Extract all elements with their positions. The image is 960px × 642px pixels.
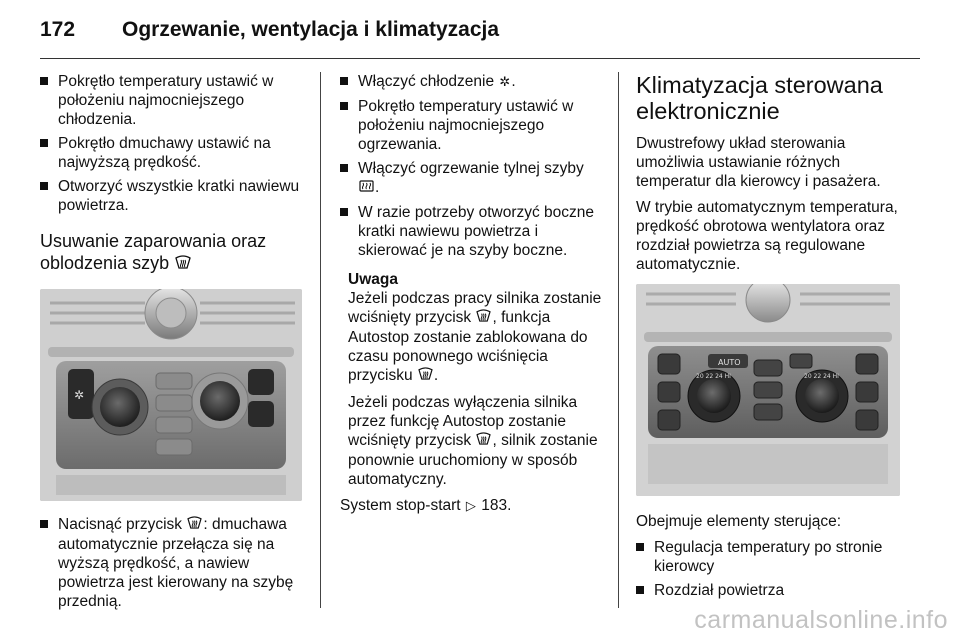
bullet-list — [340, 72, 602, 260]
dial-scale-label: 20 22 24 HI — [804, 373, 839, 380]
list-item: Rozdział powietrza — [636, 581, 906, 600]
paragraph: Dwustrefowy układ sterowania umożliwia ustawianie różnych temperatur dla kierowcy i pasażera. — [636, 135, 881, 190]
chapter-title: Ogrzewanie, wentylacja i klimatyzacja — [122, 18, 500, 41]
list-item: Włączyć chłodzenie ✲. — [340, 72, 602, 92]
windscreen-defrost-icon — [175, 255, 191, 277]
climate-panel-photo-electronic — [636, 284, 900, 496]
column-2 — [340, 72, 602, 523]
bullet-list — [636, 538, 906, 600]
page-header — [40, 8, 920, 54]
list-item: Regulacja temperatury po stronie kierowcy — [636, 538, 906, 576]
rear-window-heating-icon — [359, 179, 374, 198]
page-reference-triangle-icon: ▷ — [465, 499, 476, 514]
list-item: Nacisnąć przycisk : dmuchawa automatycznie przełącza się na wyższą prędkość, a nawiew powietrza jest kierowany na szybę przednią. — [40, 515, 305, 611]
list-item: Pokrętło temperatury ustawić w położeniu najmocniejszego ogrzewania. — [340, 97, 602, 154]
note-title: Uwaga — [348, 271, 398, 288]
snowflake-icon: ✲ — [499, 75, 511, 90]
dial-scale-label: 20 22 24 HI — [696, 373, 731, 380]
watermark: carmanualsonline.info — [694, 606, 948, 634]
list-item: Włączyć ogrzewanie tylnej szyby . — [340, 159, 602, 198]
page-number: 172 — [40, 18, 76, 41]
svg-text:✲: ✲ — [74, 388, 85, 402]
section-heading-defrost: Usuwanie zaparowania oraz oblodzenia szyb — [40, 230, 305, 277]
paragraph: Obejmuje elementy sterujące: — [636, 513, 842, 530]
cross-reference: System stop-start ▷ 183. — [340, 497, 512, 514]
list-item: W razie potrzeby otworzyć boczne kratki nawiewu powietrza i skierować je na szyby boczne. — [340, 203, 602, 260]
column-divider — [320, 72, 321, 608]
column-1 — [40, 72, 305, 616]
column-3 — [636, 72, 906, 605]
list-item: Otworzyć wszystkie kratki nawiewu powietrza. — [40, 177, 305, 215]
list-item: Pokrętło temperatury ustawić w położeniu najmocniejszego chłodzenia. — [40, 72, 305, 129]
windscreen-defrost-icon — [476, 432, 491, 451]
windscreen-defrost-icon — [418, 367, 433, 386]
section-heading-electronic-climate: Klimatyzacja sterowana elektronicznie — [636, 72, 883, 124]
auto-button-label: AUTO — [718, 358, 741, 367]
list-item: Pokrętło dmuchawy ustawić na najwyższą prędkość. — [40, 134, 305, 172]
column-divider — [618, 72, 619, 608]
bullet-list-top — [40, 72, 305, 215]
windscreen-defrost-icon — [476, 309, 491, 328]
header-divider — [40, 58, 920, 59]
bullet-list-bottom — [40, 515, 305, 611]
note-box — [340, 270, 602, 489]
note-paragraph: Jeżeli podczas pracy silnika zostanie wciśnięty przycisk , funkcja Autostop zostanie zablokowana do czasu ponownego wciśnięcia przycisku . — [348, 290, 602, 384]
paragraph: W trybie automatycznym temperatura, prędkość obrotowa wentylatora oraz rozdział powietrza są regulowane automatycznie. — [636, 199, 898, 273]
windscreen-defrost-icon — [187, 516, 202, 535]
note-paragraph: Jeżeli podczas wyłączenia silnika przez funkcję Autostop zostanie wciśnięty przycisk , silnik zostanie ponownie uruchomiony w sposób automatyczny. — [348, 394, 598, 488]
climate-panel-photo-manual — [40, 289, 302, 501]
